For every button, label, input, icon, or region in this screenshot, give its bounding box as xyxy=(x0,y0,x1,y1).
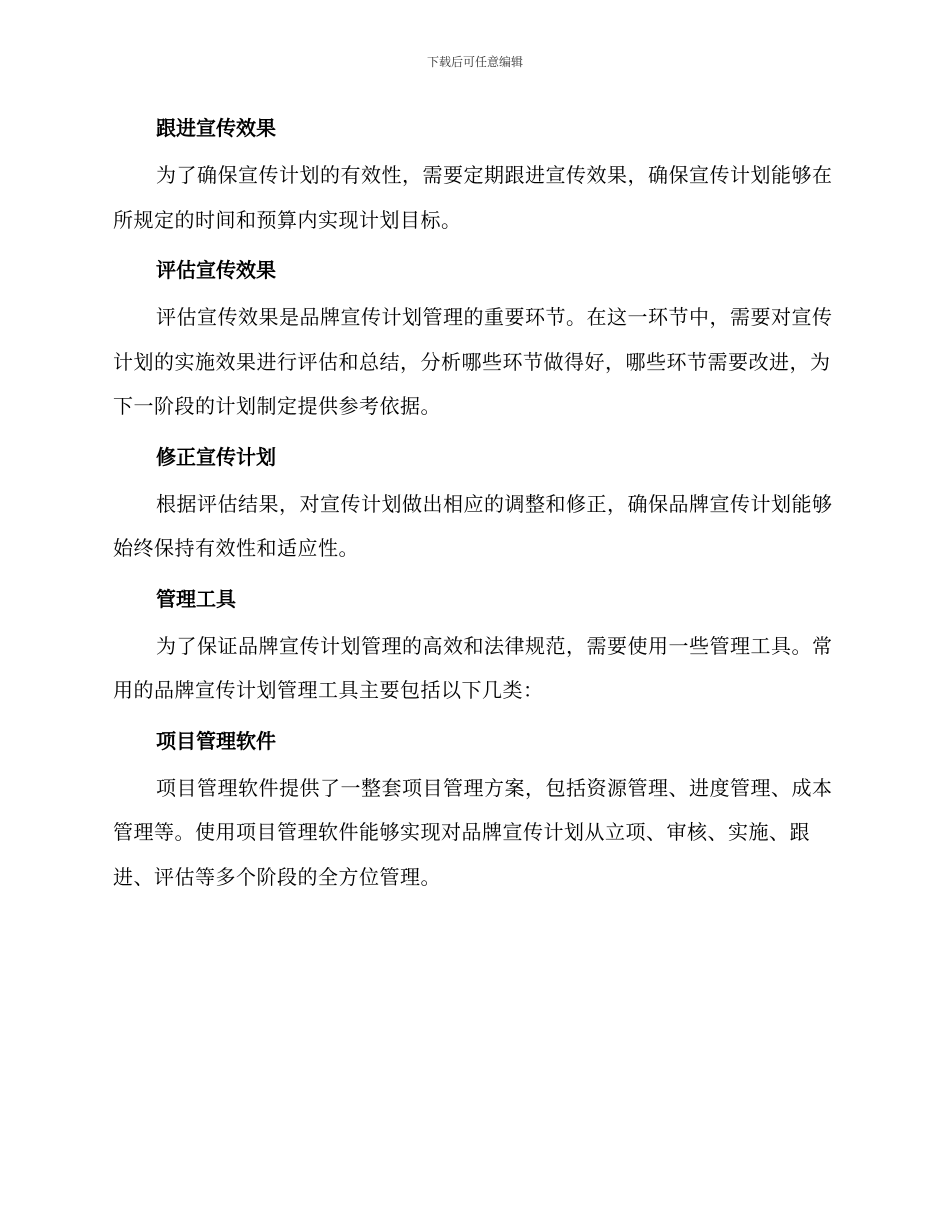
section-paragraph-tools: 为了保证品牌宣传计划管理的高效和法律规范，需要使用一些管理工具。常用的品牌宣传计划管理工具主要包括以下几类： xyxy=(113,633,833,702)
section-heading-follow-up: 跟进宣传效果 xyxy=(156,116,276,140)
document-body xyxy=(113,112,835,899)
page-header-note: 下载后可任意编辑 xyxy=(426,55,523,69)
section-paragraph-pm-software: 项目管理软件提供了一整套项目管理方案，包括资源管理、进度管理、成本管理等。使用项目管理软件能够实现对品牌宣传计划从立项、审核、实施、跟进、评估等多个阶段的全方位管理。 xyxy=(113,775,833,889)
section-paragraph-evaluate: 评估宣传效果是品牌宣传计划管理的重要环节。在这一环节中，需要对宣传计划的实施效果进行评估和总结，分析哪些环节做得好，哪些环节需要改进，为下一阶段的计划制定提供参考依据。 xyxy=(113,305,833,418)
section-heading-evaluate: 评估宣传效果 xyxy=(156,258,276,282)
section-heading-revise: 修正宣传计划 xyxy=(156,444,276,469)
section-heading-pm-software: 项目管理软件 xyxy=(156,728,276,753)
section-paragraph-revise: 根据评估结果，对宣传计划做出相应的调整和修正，确保品牌宣传计划能够始终保持有效性和适应性。 xyxy=(113,491,833,560)
section-paragraph-follow-up: 为了确保宣传计划的有效性，需要定期跟进宣传效果，确保宣传计划能够在所规定的时间和预算内实现计划目标。 xyxy=(113,163,833,232)
section-heading-tools: 管理工具 xyxy=(156,586,236,611)
